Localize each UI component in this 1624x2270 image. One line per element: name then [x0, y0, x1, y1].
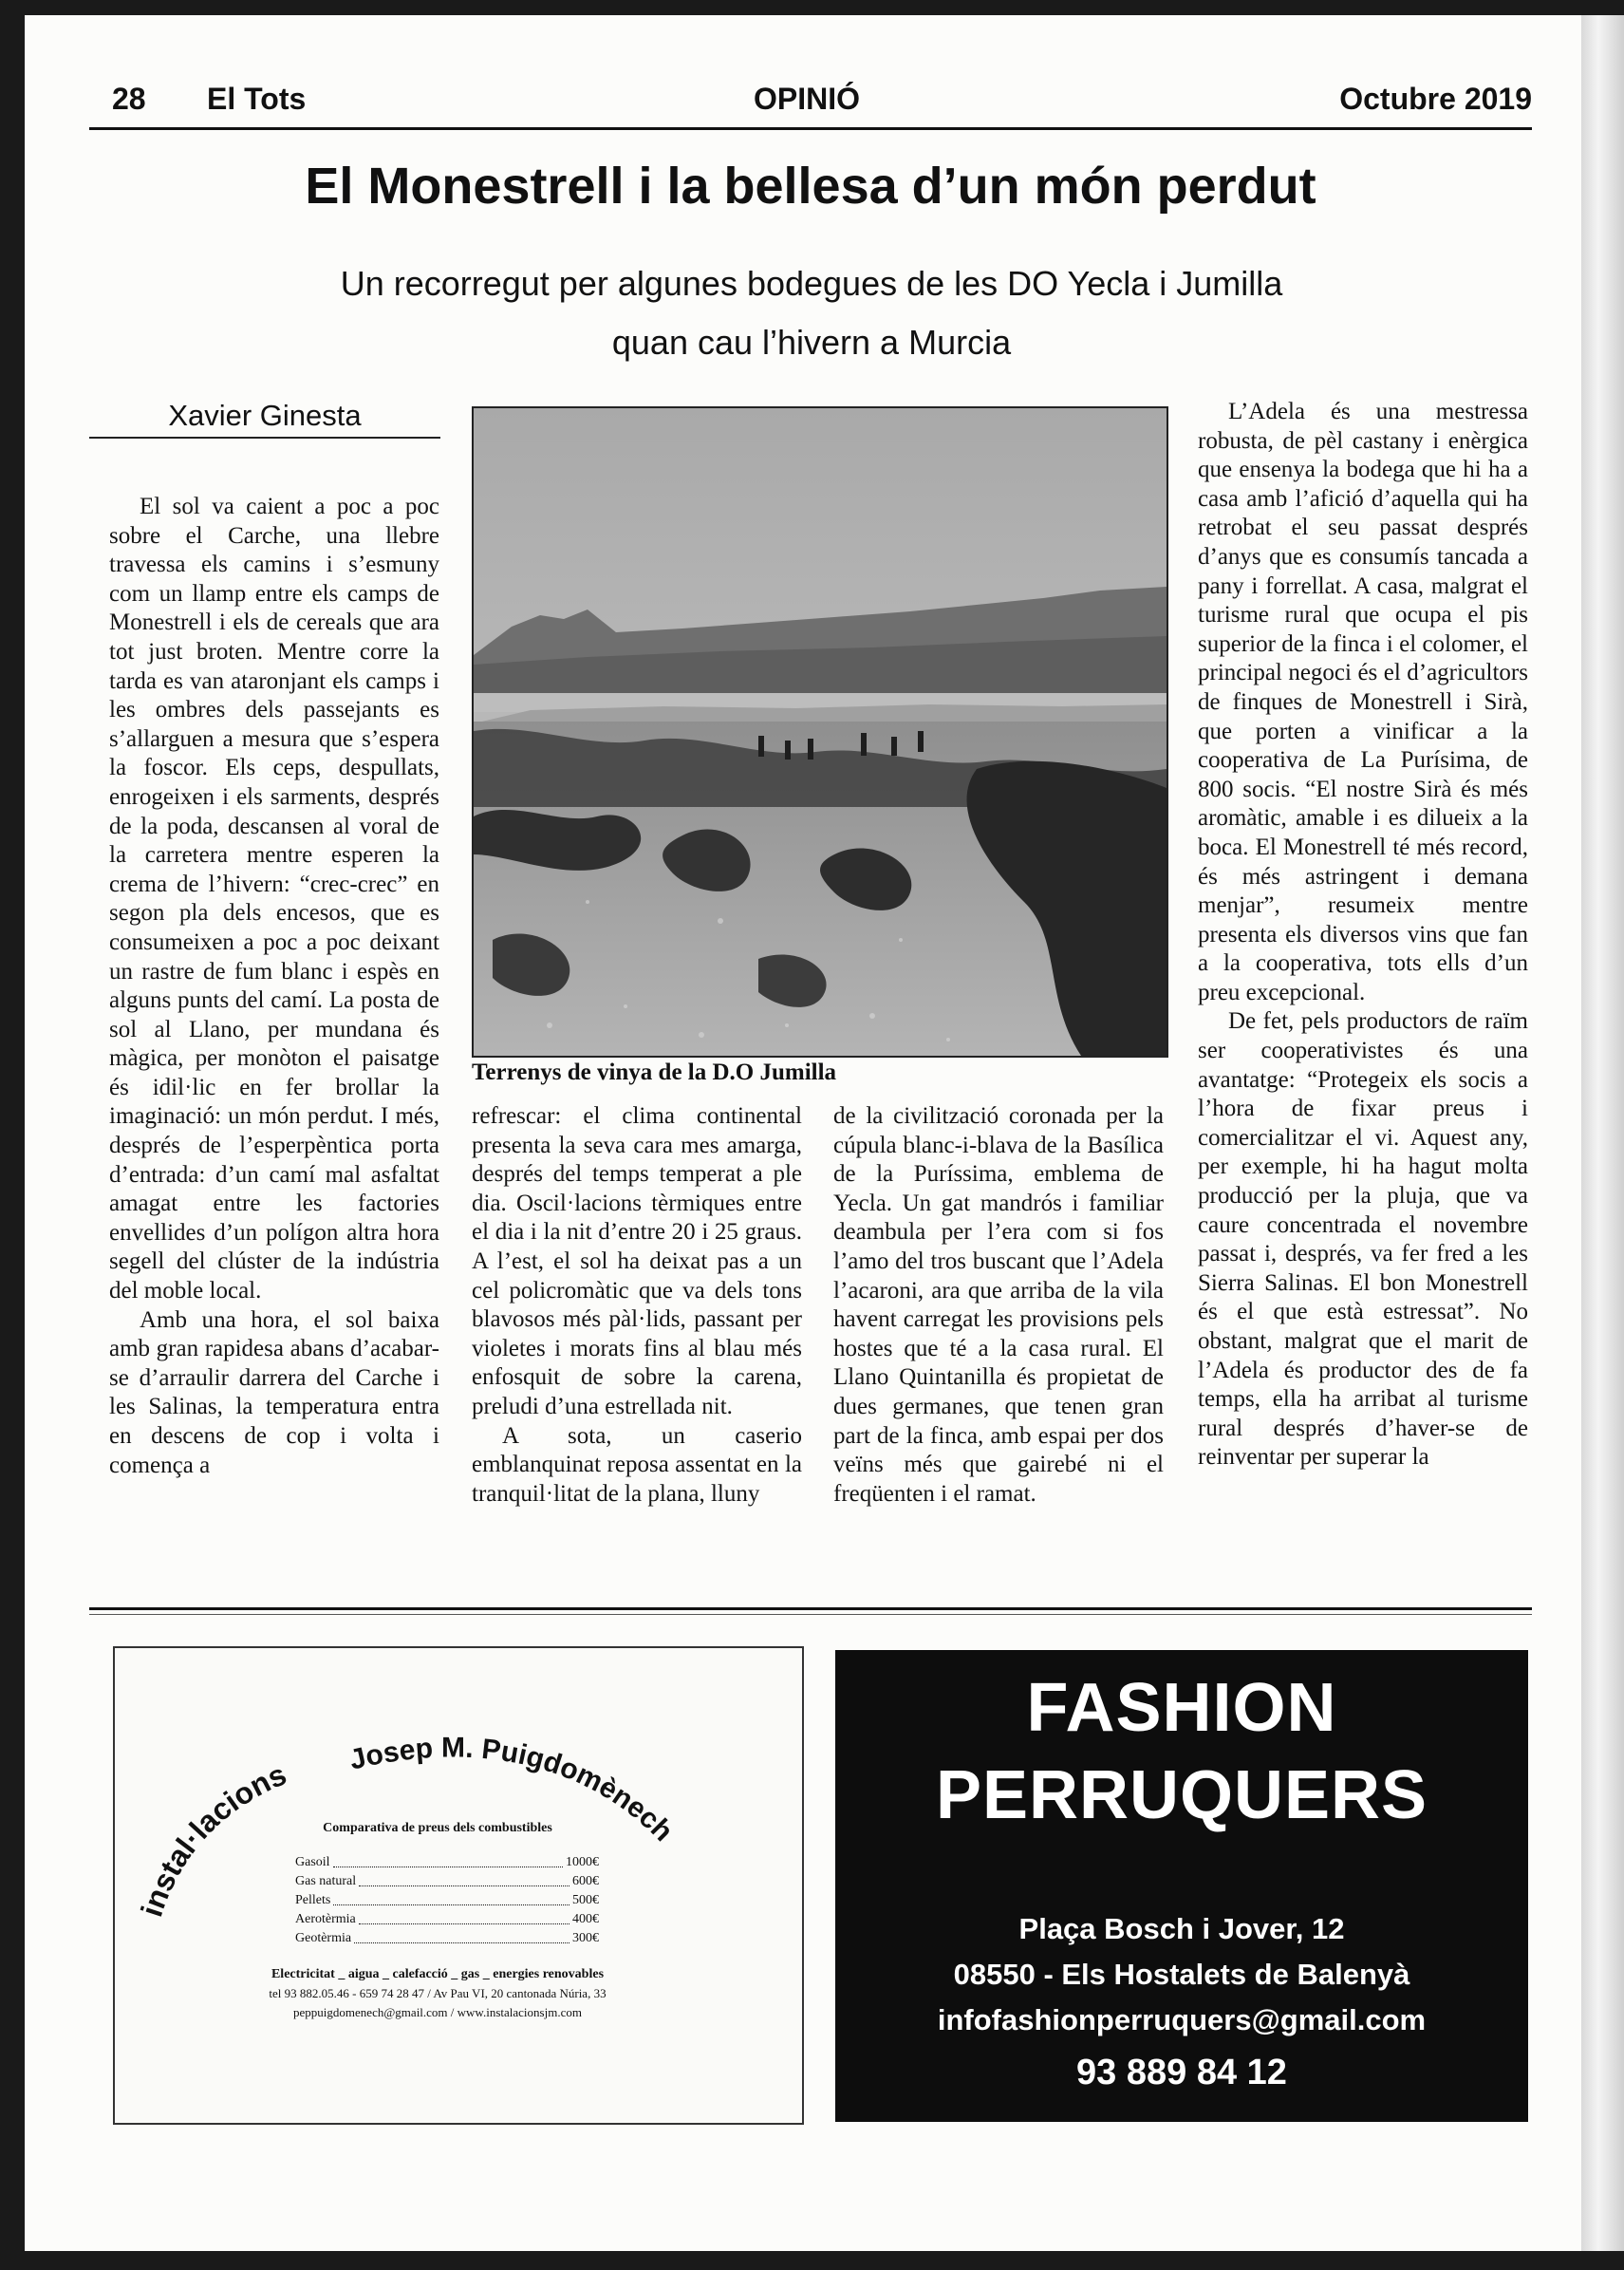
contact-line: tel 93 882.05.46 - 659 74 28 47 / Av Pau VI, 20 cantonada Núria, 33 [269, 1986, 607, 2000]
author-byline: Xavier Ginesta [89, 399, 440, 439]
header-rule [89, 127, 1532, 130]
dot-leader [354, 1929, 569, 1943]
section-name: OPINIÓ [753, 82, 860, 116]
fuel-price: 500€ [572, 1893, 599, 1907]
price-row [295, 1910, 599, 1929]
logo-arc-top: Josep M. Puigdomènech [346, 1732, 680, 1848]
page-spine [1581, 15, 1624, 2251]
dot-leader [359, 1910, 569, 1924]
advert-separator-rule [89, 1607, 1532, 1610]
fuel-label: Pellets [295, 1893, 331, 1907]
page-number: 28 [112, 82, 146, 116]
fuel-label: Gas natural [295, 1874, 357, 1888]
paragraph: Amb una hora, el sol baixa amb gran rapidesa abans d’acabar-se d’arraulir darrera del Carche i les Salinas, la temperatura entra en descens de cop i volta i comença a [109, 1306, 439, 1478]
subtitle-line-2: quan cau l’hivern a Murcia [611, 323, 1012, 362]
fuel-label: Geotèrmia [295, 1931, 352, 1945]
paragraph: El sol va caient a poc a poc sobre el Carche, una llebre travessa els camins i s’esmuny com un llamp entre els camps de Monestrell i els de cereals que ara tot just broten. Mentre corre la tarda es van ataronjant els camps i les ombres dels passejants es s’allarguen a mesura que s’espera la foscor. Els ceps, despullats, enrogeixen i els sarments, després de la poda, descansen al voral de la carretera mentre esperen la crema de l’hivern: “crec-crec” en segon pla dels encesos, que es consumeixen a poc a poc deixant un rastre de fum blanc i espès en alguns punts del camí. La posta de sol al Llano, per mundana és màgica, per monòton el paisatge és idil·lic en fer brollar la imaginació: un món perdut. I més, després de l’esperpèntica porta d’entrada: d’un camí mal asfaltat amagat entre les factories envellides d’un polígon altra hora segell del clúster de la indústria del moble local. [109, 494, 439, 1304]
publication-name: El Tots [207, 82, 307, 116]
fuel-price: 600€ [572, 1874, 599, 1888]
salon-name-line-2: PERRUQUERS [935, 1757, 1428, 1833]
services-line: Electricitat _ aigua _ calefacció _ gas _ energies renovables [271, 1967, 605, 1981]
fuel-price: 300€ [572, 1931, 599, 1945]
price-row [295, 1853, 599, 1872]
article-title: El Monestrell i la bellesa d’un món perdut [305, 158, 1316, 215]
svg-text:instal·lacions [134, 1756, 290, 1921]
price-row [295, 1891, 599, 1910]
paragraph: De fet, pels productors de raïm ser cooperativistes és una avantatge: “Protegeix els socis a l’hora de fixar preus i comercialitzar el vi. Aquest any, per exemple, hi ha hagut molta producció per la pluja, que va caure concentrada el novembre passat i, després, va fer fred a les Sierra Salinas. El bon Monestrell és el que està estressat”. No obstant, malgrat que el marit de l’Adela és productor des de fa temps, ella ha arribat al turisme rural després d’haver-se de reinventar per superar la [1198, 1008, 1528, 1471]
issue-date: Octubre 2019 [1339, 82, 1532, 116]
article-column-2 [472, 1102, 802, 1509]
price-list [295, 1853, 599, 1948]
price-comparison-heading: Comparativa de preus dels combustibles [323, 1821, 552, 1835]
price-row [295, 1872, 599, 1891]
vineyard-landscape-image [474, 408, 1167, 1056]
salon-email: infofashionperruquers@gmail.com [937, 2003, 1427, 2036]
salon-phone: 93 889 84 12 [1076, 2053, 1287, 2092]
fuel-price: 1000€ [566, 1855, 599, 1869]
photo-caption: Terrenys de vinya de la D.O Jumilla [472, 1060, 837, 1085]
article-column-3 [833, 1102, 1164, 1509]
article-subtitle [228, 254, 1395, 372]
dot-leader [333, 1891, 569, 1905]
fuel-label: Gasoil [295, 1855, 330, 1869]
web-line: peppuigdomenech@gmail.com / www.instalacionsjm.com [293, 2005, 582, 2019]
fuel-label: Aerotèrmia [295, 1912, 356, 1926]
vineyard-photo [472, 406, 1168, 1058]
article-column-1 [109, 493, 439, 1480]
salon-name-line-1: FASHION [1026, 1670, 1337, 1746]
salon-address-1: Plaça Bosch i Jover, 12 [1018, 1912, 1345, 1945]
paragraph: L’Adela és una mestressa robusta, de pèl castany i enèrgica que ensenya la bodega que hi ha a casa amb l’afició d’aquella qui ha retrobat el seu passat després d’anys que es consumís tancada a pany i forrellat. A casa, malgrat el turisme rural que ocupa el pis superior de la finca i el colomer, el principal negoci és el d’agricultors de finques de Monestrell i Sirà, que porten a vinificar a la cooperativa de La Purísima, de 800 socis. “El nostre Sirà és més aromàtic, amable i es dilueix a la boca. El Monestrell té més record, és més astringent i demana menjar”, resumeix mentre presenta els diversos vins que fan a la cooperativa, tots ells d’un preu excepcional. [1198, 399, 1528, 1005]
fuel-price: 400€ [572, 1912, 599, 1926]
paragraph: refrescar: el clima continental presenta la seva cara mes amarga, després del temps temperat a ple dia. Oscil·lacions tèrmiques entre el dia i la nit d’entre 20 i 25 graus. A l’est, el sol ha deixat pas a un cel policromàtic que va dels tons blavosos més pàl·lids, passant per violetes i morats fins al blau més enfosquit de sobre la carena, preludi d’una estrellada nit. [472, 1103, 802, 1419]
dot-leader [333, 1853, 563, 1867]
subtitle-line-1: Un recorregut per algunes bodegues de les DO Yecla i Jumilla [340, 264, 1283, 303]
dot-leader [359, 1872, 569, 1886]
fashion-perruquers-advert [835, 1650, 1528, 2122]
article-column-4 [1198, 398, 1528, 1473]
salon-address-2: 08550 - Els Hostalets de Balenyà [953, 1958, 1410, 1991]
advert-separator-thin-rule [89, 1614, 1532, 1615]
installacions-advert [113, 1646, 804, 2125]
price-row [295, 1929, 599, 1948]
paragraph: A sota, un caserio emblanquinat reposa assentat en la tranquil·litat de la plana, lluny [472, 1422, 802, 1507]
paragraph: de la civilització coronada per la cúpula blanc-i-blava de la Basílica de la Puríssima, emblema de Yecla. Un gat mandrós i familiar deambula per l’era com si fos l’amo del tros buscant que l’Adela l’acaroni, ara que arriba de la vila havent carregat les provisions pels hostes que té a la casa rural. El Llano Quintanilla és propietat de dues germanes, que tenen gran part de la finca, amb espai per dos veïns més que gairebé ni el freqüenten i el ramat. [833, 1103, 1164, 1507]
logo-arc-left: instal·lacions [134, 1756, 291, 1922]
